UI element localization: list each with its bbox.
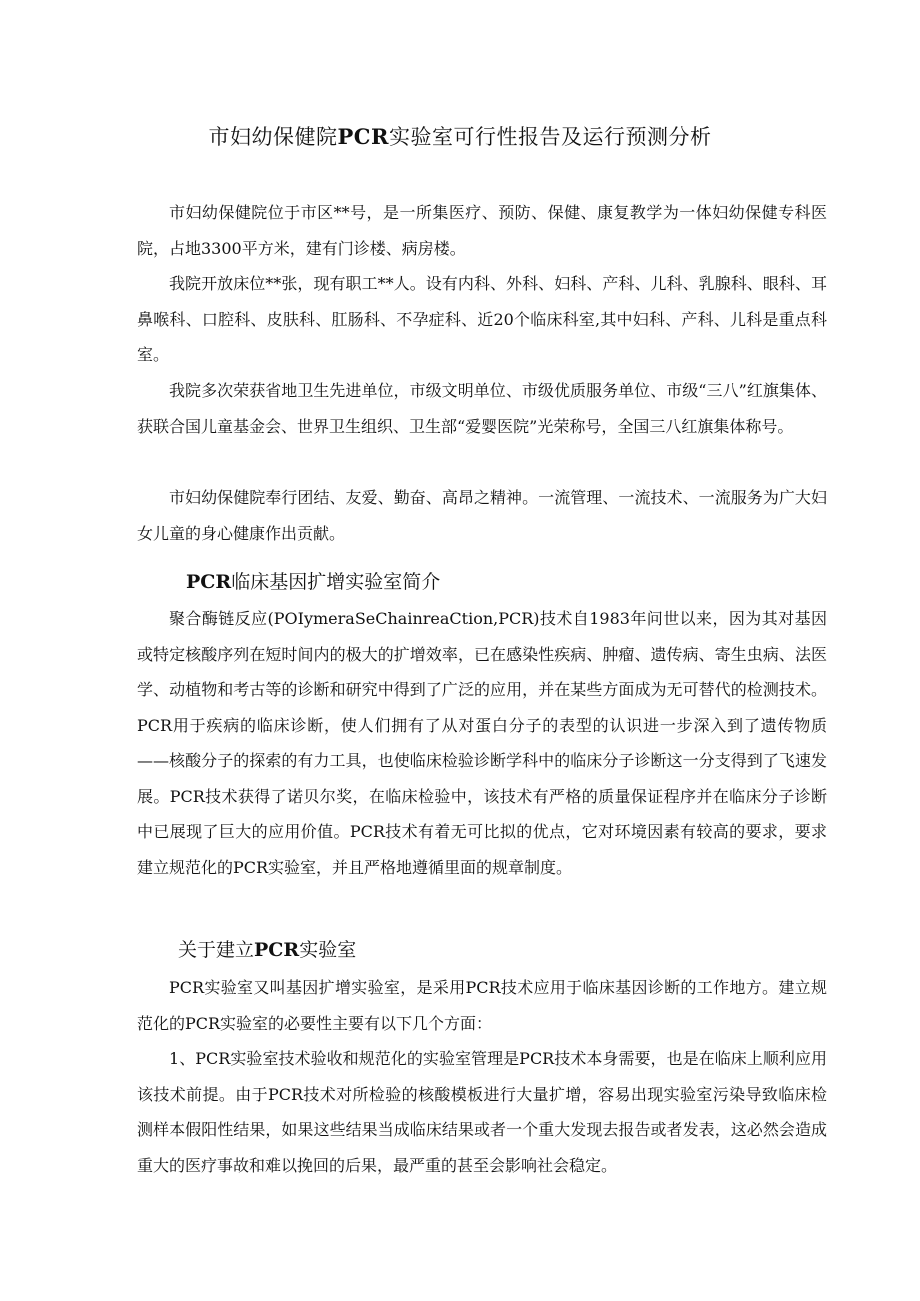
- paragraph-pcr-technology: 聚合酶链反应(POIymeraSeChainreaCtion,PCR)技术自1983年问世以来，因为其对基因或特定核酸序列在短时间内的极大的扩增效率，已在感染性疾病、肿瘤、遗传病、寄生虫病、法医学、动植物和考古等的诊断和研究中得到了广泛的应用，并在某些方面成为无可替代的检测技术。PCR用于疾病的临床诊断，使人们拥有了从对蛋白分子的表型的认识进一步深入到了遗传物质——核酸分子的探索的有力工具，也使临床检验诊断学科中的临床分子诊断这一分支得到了飞速发展。PCR技术获得了诺贝尔奖，在临床检验中，该技术有严格的质量保证程序并在临床分子诊断中已展现了巨大的应用价值。PCR技术有着无可比拟的优点，它对环境因素有较高的要求，要求建立规范化的PCR实验室，并且严格地遵循里面的规章制度。: [137, 609, 827, 877]
- title-suffix: 实验室可行性报告及运行预测分析: [388, 125, 712, 149]
- heading-build-bold: PCR: [254, 939, 300, 961]
- heading-build-suffix: 实验室: [299, 939, 357, 961]
- title-prefix: 市妇幼保健院: [208, 125, 338, 149]
- section-heading-build-lab: [178, 934, 356, 966]
- paragraph-necessity-point-1: 1、PCR实验室技术验收和规范化的实验室管理是PCR技术本身需要，也是在临床上顺利应用该技术前提。由于PCR技术对所检验的核酸模板进行大量扩增，容易出现实验室污染导致临床检测样本假阳性结果，如果这些结果当成临床结果或者一个重大发现去报告或者发表，这必然会造成重大的医疗事故和难以挽回的后果，最严重的甚至会影响社会稳定。: [137, 1049, 827, 1175]
- heading-pcr-rest: 临床基因扩增实验室简介: [231, 571, 441, 593]
- document-title: [0, 120, 920, 154]
- section-heading-pcr-intro: [186, 566, 440, 598]
- heading-pcr-bold: PCR: [186, 571, 232, 593]
- title-bold: PCR: [337, 124, 389, 149]
- paragraph-hospital-location: 市妇幼保健院位于市区**号，是一所集医疗、预防、保健、康复教学为一体妇幼保健专科医院，占地3300平方米，建有门诊楼、病房楼。: [137, 203, 827, 258]
- paragraph-honors: 我院多次荣获省地卫生先进单位，市级文明单位、市级优质服务单位、市级“三八”红旗集体、获联合国儿童基金会、世界卫生组织、卫生部“爱婴医院”光荣称号，全国三八红旗集体称号。: [137, 381, 827, 436]
- paragraph-departments: 我院开放床位**张，现有职工**人。设有内科、外科、妇科、产科、儿科、乳腺科、眼科、耳鼻喉科、口腔科、皮肤科、肛肠科、不孕症科、近20个临床科室,其中妇科、产科、儿科是重点科室。: [137, 274, 827, 364]
- paragraph-lab-definition: PCR实验室又叫基因扩增实验室，是采用PCR技术应用于临床基因诊断的工作地方。建立规范化的PCR实验室的必要性主要有以下几个方面：: [137, 978, 827, 1033]
- paragraph-spirit: 市妇幼保健院奉行团结、友爱、勤奋、高昂之精神。一流管理、一流技术、一流服务为广大妇女儿童的身心健康作出贡献。: [137, 488, 827, 543]
- heading-build-prefix: 关于建立: [178, 939, 255, 961]
